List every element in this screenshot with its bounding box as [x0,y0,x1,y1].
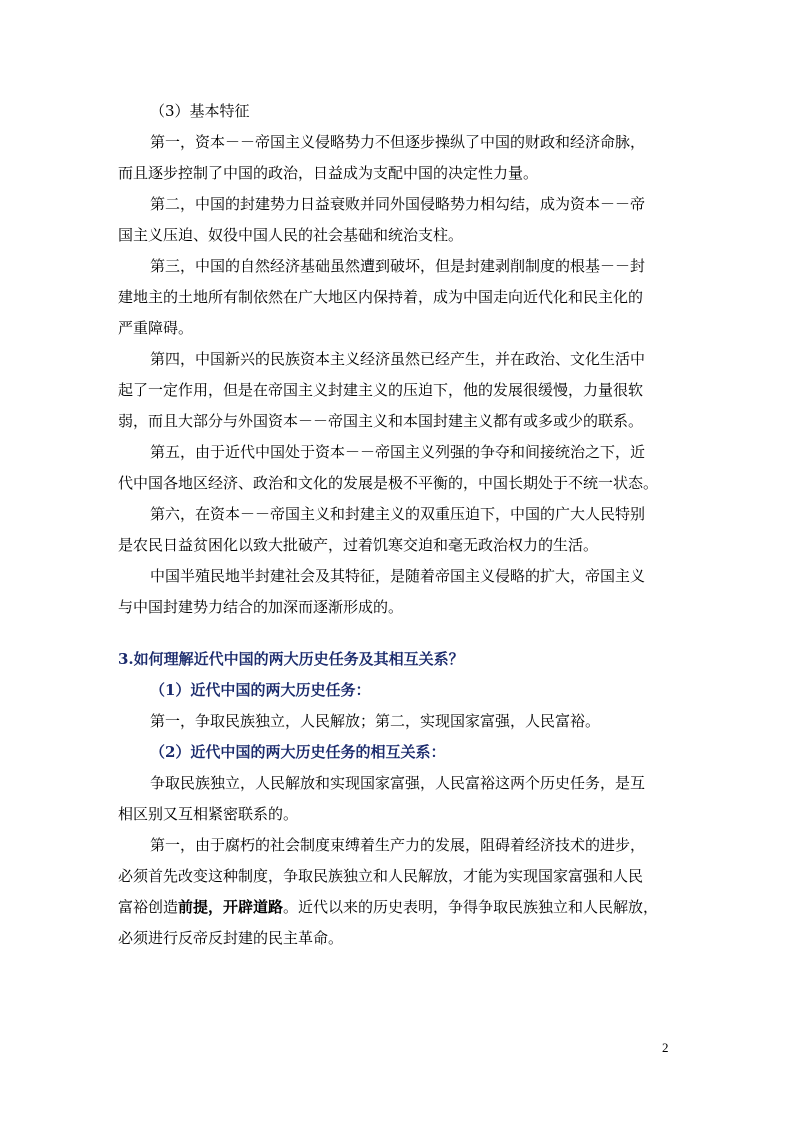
paragraph-line: 代中国各地区经济、政治和文化的发展是极不平衡的，中国长期处于不统一状态。 [118,474,659,492]
paragraph-line: 第一，由于腐朽的社会制度束缚着生产力的发展，阻碍着经济技术的进步， [150,836,646,854]
paragraph-line: 第五，由于近代中国处于资本－－帝国主义列强的争夺和间接统治之下，近 [150,443,646,461]
paragraph-line: 第二，中国的封建势力日益衰败并同外国侵略势力相勾结，成为资本－－帝 [150,195,646,213]
section-heading-basic-features: （3）基本特征 [150,102,250,120]
text-run: 。近代以来的历史表明，争得争取民族独立和人民解放， [283,898,659,916]
bold-emphasis: 前提，开辟道路 [178,898,284,916]
paragraph-line: 争取民族独立，人民解放和实现国家富强，人民富裕这两个历史任务，是互 [150,774,646,792]
paragraph-line: 必须进行反帝反封建的民主革命。 [118,929,344,947]
paragraph-line: 必须首先改变这种制度，争取民族独立和人民解放，才能为实现国家富强和人民 [118,867,644,885]
paragraph-line: 第六，在资本－－帝国主义和封建主义的双重压迫下，中国的广大人民特别 [150,505,646,523]
paragraph-line: 是农民日益贫困化以致大批破产，过着饥寒交迫和毫无政治权力的生活。 [118,536,599,554]
paragraph-line: 弱，而且大部分与外国资本－－帝国主义和本国封建主义都有或多或少的联系。 [118,412,644,430]
paragraph-line: 第一，争取民族独立，人民解放；第二，实现国家富强，人民富裕。 [150,712,601,730]
subheading-two-tasks: （1）近代中国的两大历史任务： [150,681,371,699]
question-heading: 3.如何理解近代中国的两大历史任务及其相互关系？ [118,650,464,668]
paragraph-line: 第四，中国新兴的民族资本主义经济虽然已经产生，并在政治、文化生活中 [150,350,646,368]
paragraph-line: 严重障碍。 [118,319,194,337]
paragraph-line: 第三，中国的自然经济基础虽然遭到破坏，但是封建剥削制度的根基－－封 [150,257,646,275]
paragraph-line: 而且逐步控制了中国的政治，日益成为支配中国的决定性力量。 [118,164,539,182]
paragraph-line: 起了一定作用，但是在帝国主义封建主义的压迫下，他的发展很缓慢，力量很软 [118,381,644,399]
paragraph-line: 国主义压迫、奴役中国人民的社会基础和统治支柱。 [118,226,464,244]
paragraph-line: 相区别又互相紧密联系的。 [118,805,299,823]
paragraph-line: 建地主的土地所有制依然在广大地区内保持着，成为中国走向近代化和民主化的 [118,288,644,306]
paragraph-line: 中国半殖民地半封建社会及其特征，是随着帝国主义侵略的扩大，帝国主义 [150,567,646,585]
text-run: 富裕创造 [118,898,179,916]
paragraph-line: 第一，资本－－帝国主义侵略势力不但逐步操纵了中国的财政和经济命脉， [150,133,646,151]
paragraph-line: 与中国封建势力结合的加深而逐渐形成的。 [118,598,404,616]
document-body [118,96,684,954]
subheading-relationship: （2）近代中国的两大历史任务的相互关系： [150,743,446,761]
page-number: 2 [662,1040,669,1055]
paragraph-line [118,892,684,923]
